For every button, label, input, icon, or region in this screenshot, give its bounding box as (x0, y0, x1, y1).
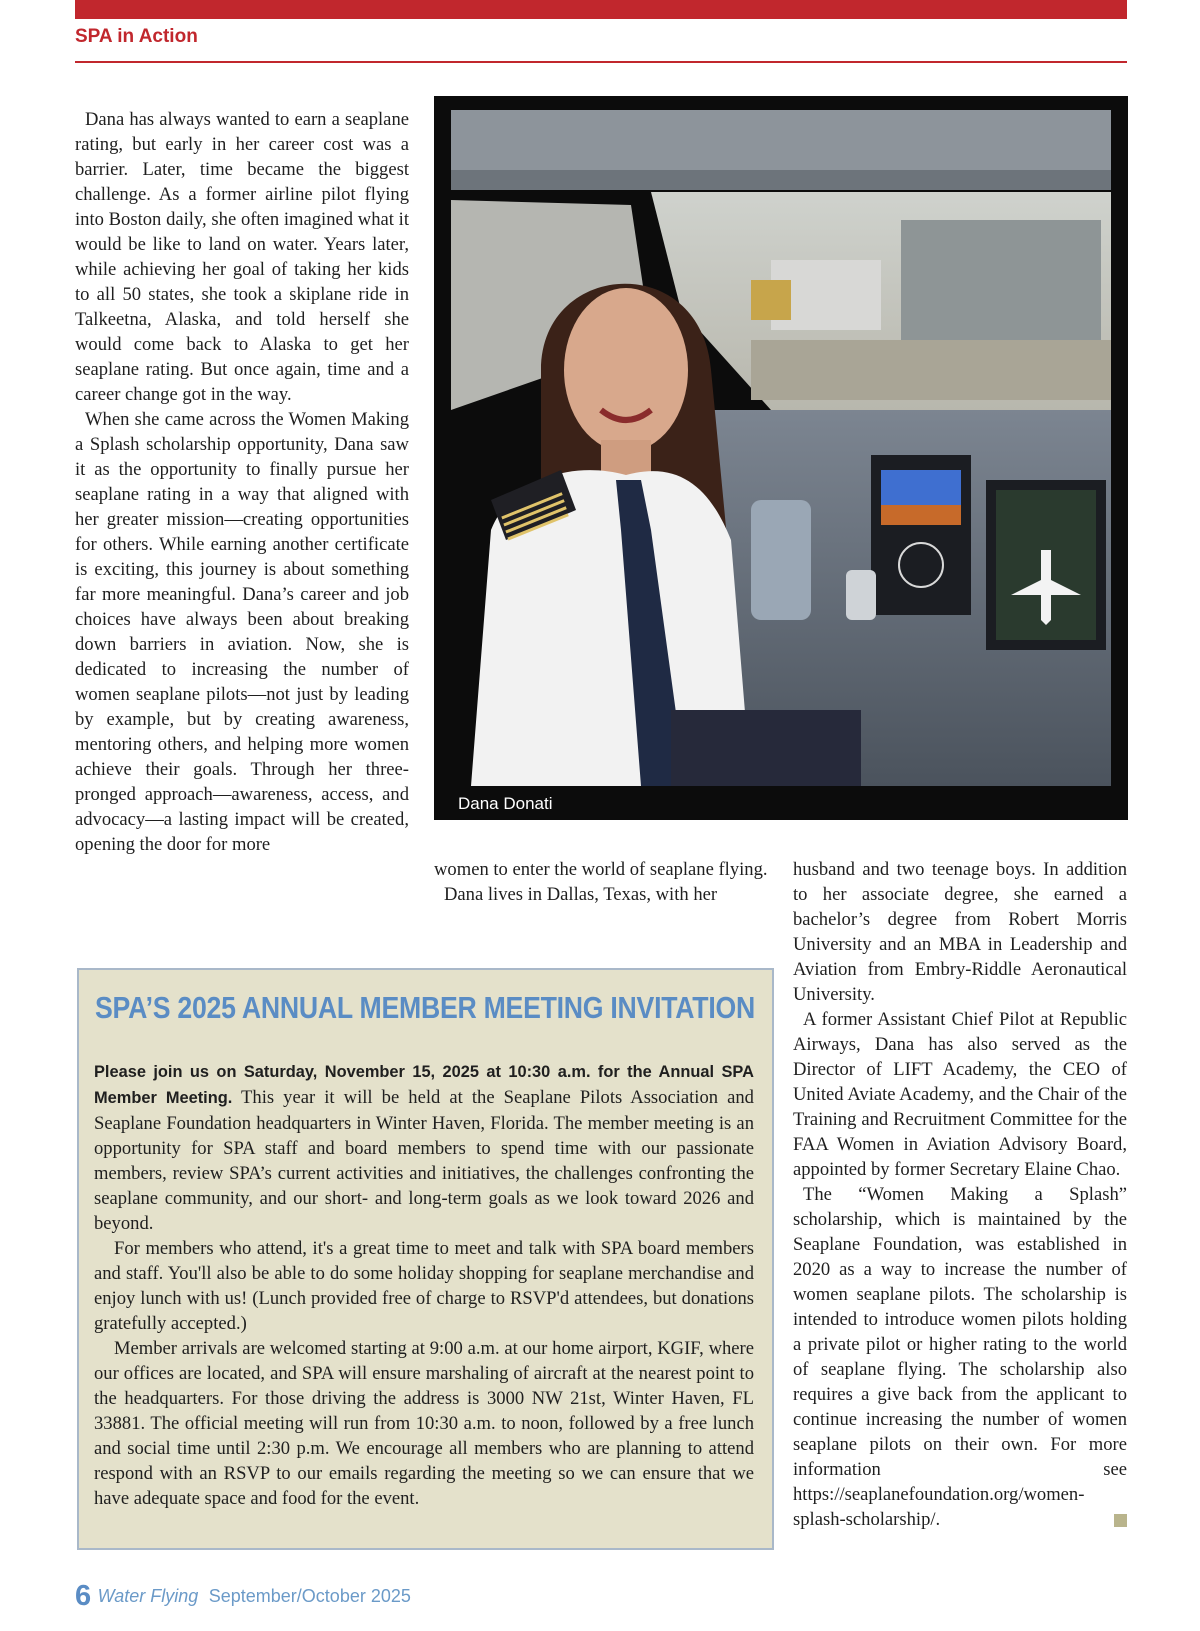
end-of-article-mark (1114, 1514, 1127, 1527)
paragraph: A former Assistant Chief Pilot at Republic Airways, Dana has also served as the Director of LIFT Academy, the CEO of United Aviate Academy, and the Chair of the Training and Recruitment Committee for the FAA Women in Aviation Advisory Board, appointed by former Secretary Elaine Chao. (793, 1009, 1127, 1180)
meeting-invitation-box (77, 968, 774, 1550)
invitation-title: SPA’S 2025 ANNUAL MEMBER MEETING INVITATION (95, 990, 755, 1025)
paragraph: Dana lives in Dallas, Texas, with her (444, 884, 718, 905)
paragraph: For members who attend, it's a great time to meet and talk with SPA board members and staff. You'll also be able to do some holiday shopping for seaplane merchandise and enjoy lunch with us! (Lunch provided free of charge to RSVP'd attendees, but donations gratefully accepted.) (94, 1238, 754, 1334)
paragraph: women to enter the world of seaplane flying. (434, 859, 768, 880)
paragraph: When she came across the Women Making a Splash scholarship opportunity, Dana saw it as the opportunity to finally pursue her seaplane rating in a way that aligned with her greater mission—creating opportunities for others. While earning another certificate is exciting, this journey is about something far more meaningful. Dana’s career and job choices have always been about breaking down barriers in aviation. Now, she is dedicated to increasing the number of women seaplane pilots—not just by leading by example, but by creating awareness, mentoring others, and helping more women achieve their goals. Through her three-pronged approach—awareness, access, and advocacy—a lasting impact will be created, opening the door for more (75, 409, 409, 855)
paragraph (793, 1182, 1127, 1532)
pilot-photo (434, 96, 1128, 820)
page-footer (75, 1580, 411, 1613)
header-accent-bar (75, 0, 1127, 19)
invitation-body (94, 1059, 754, 1511)
paragraph (94, 1059, 754, 1236)
magazine-name: Water Flying (97, 1586, 199, 1606)
article-column-1 (75, 107, 409, 857)
paragraph: Member arrivals are welcomed starting at 9:00 a.m. at our home airport, KGIF, where our offices are located, and SPA will ensure marshaling of aircraft at the nearest point to the headquarters. For those driving the address is 3000 NW 21st, Winter Haven, FL 33881. The official meeting will run from 10:30 a.m. to noon, followed by a free lunch and social time until 2:30 p.m. We encourage all members who are planning to attend respond with an RSVP to our emails regarding the meeting so we can ensure that we have adequate space and food for the event. (94, 1338, 754, 1509)
invitation-text: This year it will be held at the Seaplane Pilots Association and Seaplane Foundation headquarters in Winter Haven, Florida. The member meeting is an opportunity for SPA staff and board members to spend time with our passionate members, review SPA’s current activities and initiatives, the challenges confronting the seaplane community, and our short- and long-term goals as we look toward 2026 and beyond. (94, 1087, 754, 1234)
article-column-2 (434, 857, 768, 907)
photo-caption: Dana Donati (434, 788, 577, 820)
issue-date: September/October 2025 (208, 1586, 411, 1606)
invitation-lead: Please join us on Saturday, November 15, 2025 at 10:30 a.m. for the Annual SPA Member Meeting. (94, 1063, 754, 1107)
article-column-3 (793, 857, 1127, 1532)
cockpit-photo-illustration (451, 110, 1111, 786)
page-number: 6 (75, 1580, 92, 1612)
header-rule (75, 61, 1127, 63)
section-label: SPA in Action (75, 26, 198, 47)
paragraph: Dana has always wanted to earn a seaplane rating, but early in her career cost was a barrier. Later, time became the biggest challenge. As a former airline pilot flying into Boston daily, she often imagined what it would be like to land on water. Years later, while achieving her goal of taking her kids to all 50 states, she took a skiplane ride in Talkeetna, Alaska, and told herself she would come back to Alaska to get her seaplane rating. But once again, time and a career change got in the way. (75, 109, 409, 405)
paragraph: husband and two teenage boys. In addition to her associate degree, she earned a bachelor’s degree from Robert Morris University and an MBA in Leadership and Aviation from Embry-Riddle Aeronautical University. (793, 859, 1127, 1005)
paragraph-text: The “Women Making a Splash” scholarship, which is maintained by the Seaplane Foundation, was established in 2020 as a way to increase the number of women seaplane pilots. The scholarship is intended to introduce women pilots holding a private pilot or higher rating to the world of seaplane flying. The scholarship also requires a give back from the applicant to continue increasing the number of women seaplane pilots on their own. For more information see https://seaplanefoundation.org/women-splash-scholarship/. (793, 1184, 1127, 1530)
